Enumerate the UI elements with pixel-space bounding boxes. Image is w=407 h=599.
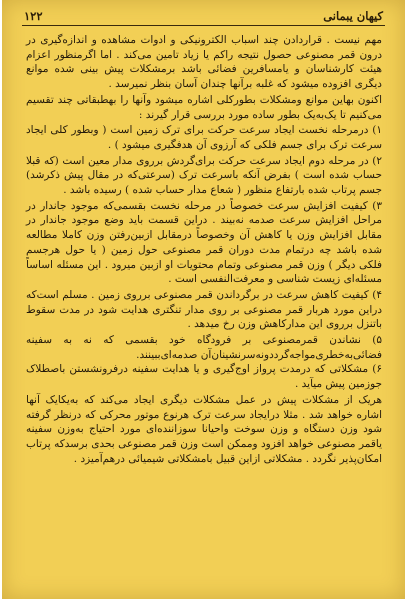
paragraph: ۲) در مرحله دوم ایجاد سرعت حرکت برای‌گردش برروی مدار معین است (که قبلا حساب شده است ) بفرض آنکه باسرعت ترک (سرعتی‌که در مقال پیش ذکرشد) جسم پرتاب شده بارتفاع منظور ( شعاع مدار حساب شده ) رسیده باشد . (26, 154, 382, 197)
paragraph: هریک از مشکلات پیش در عمل مشکلات دیگری ایجاد می‌کند که به‌یکایک آنها اشاره خواهد شد . مثلا درایجاد سرعت ترک هرنوع موتور محرکی که درنظر گرفته شود وزن دستگاه و وزن سوخت واحیانا سوزاننده‌ای مورد احتیاج به‌وزن سفینه یاقمر مصنوعی خواهد افزود وممکن است وزن قمر مصنوعی بحدی برسدکه پرتاب امکان‌پذیر نگردد . مشکلاتی ازاین قبیل بامشکلاتی شیمیائی درهم‌آمیزد . (26, 393, 382, 465)
paragraph: ۵) نشاندن قمرمصنوعی بر فرودگاه خود بقسمی که نه به سفینه فضائی‌به‌خطری‌مواجه‌گرددونه‌سرنشینان‌آن صدمه‌ای‌ببینند. (26, 334, 382, 361)
header-divider (22, 25, 385, 26)
document-page (2, 0, 405, 599)
paragraph: ۳) کیفیت افزایش سرعت خصوصاً در مرحله نخست بقسمی‌که موجود جاندار در مراحل افزایش سرعت صدمه نه‌بیند . دراین قسمت باید وضع موجود جاندار در مقابل افزایش وزن یا کاهش آن وخصوصاً درمقابل ازبین‌رفتن وزن کاملا مطالعه شده باشد چه درتمام مدت دوران قمر مصنوعی حول زمین ( یا حول هرجسم فلکی دیگر ) وزن قمر مصنوعی وتمام محتویات او ازبین میرود . این مسئله اساساً مسئله‌ای زیست شناسی و معرفت‌النفسی است . (26, 199, 382, 286)
paragraph: ۴) کیفیت کاهش سرعت در برگرداندن قمر مصنوعی برروی زمین . مسلم است‌که دراین مورد هربار قمر مصنوعی بر روی مدار تنگتری هدایت شود در مدت سقوط باتنزل برروی این مدارکاهش وزن رخ میدهد . (26, 288, 382, 331)
page-header (24, 9, 383, 23)
paragraph: ۶) مشکلاتی که درمدت پرواز اوج‌گیری و یا هدایت سفینه درفرونشستن باصطلاک جوزمین پیش میآید . (26, 363, 382, 391)
running-title: کیهان یبمانی (323, 9, 383, 23)
paragraph: ۱) درمرحله نخست ایجاد سرعت حرکت برای ترک زمین است ( وبطور کلی ایجاد سرعت ترک برای جسم فلکی که آرزوی آن هدفگیری میشود ) . (26, 124, 382, 151)
page-number: ۱۲۲ (24, 9, 43, 23)
body-text (26, 33, 382, 589)
paragraph: مهم نیست . قراردادن چند اسباب الکترونیکی و ادوات مشاهده و اندازه‌گیری در درون قمر مصنوعی حصول نتیجه راکم یا زیاد تامین می‌کند . اما اگرمنظور اعزام هیئت کارشناسان و یامسافرین فضائی باشد برمشکلات پیش بینی شده موانع دیگری افزوده میشود که غلبه برآنها چندان آسان بنظر نمیرسد . (26, 34, 382, 91)
paragraph: اکنون بهاین موانع ومشکلات بطورکلی اشاره میشود وآنها را بهطبقاتی چند تقسیم می‌کنیم تا یک‌به‌یک بطور ساده مورد بررسی قرار گیرند : (26, 93, 382, 121)
